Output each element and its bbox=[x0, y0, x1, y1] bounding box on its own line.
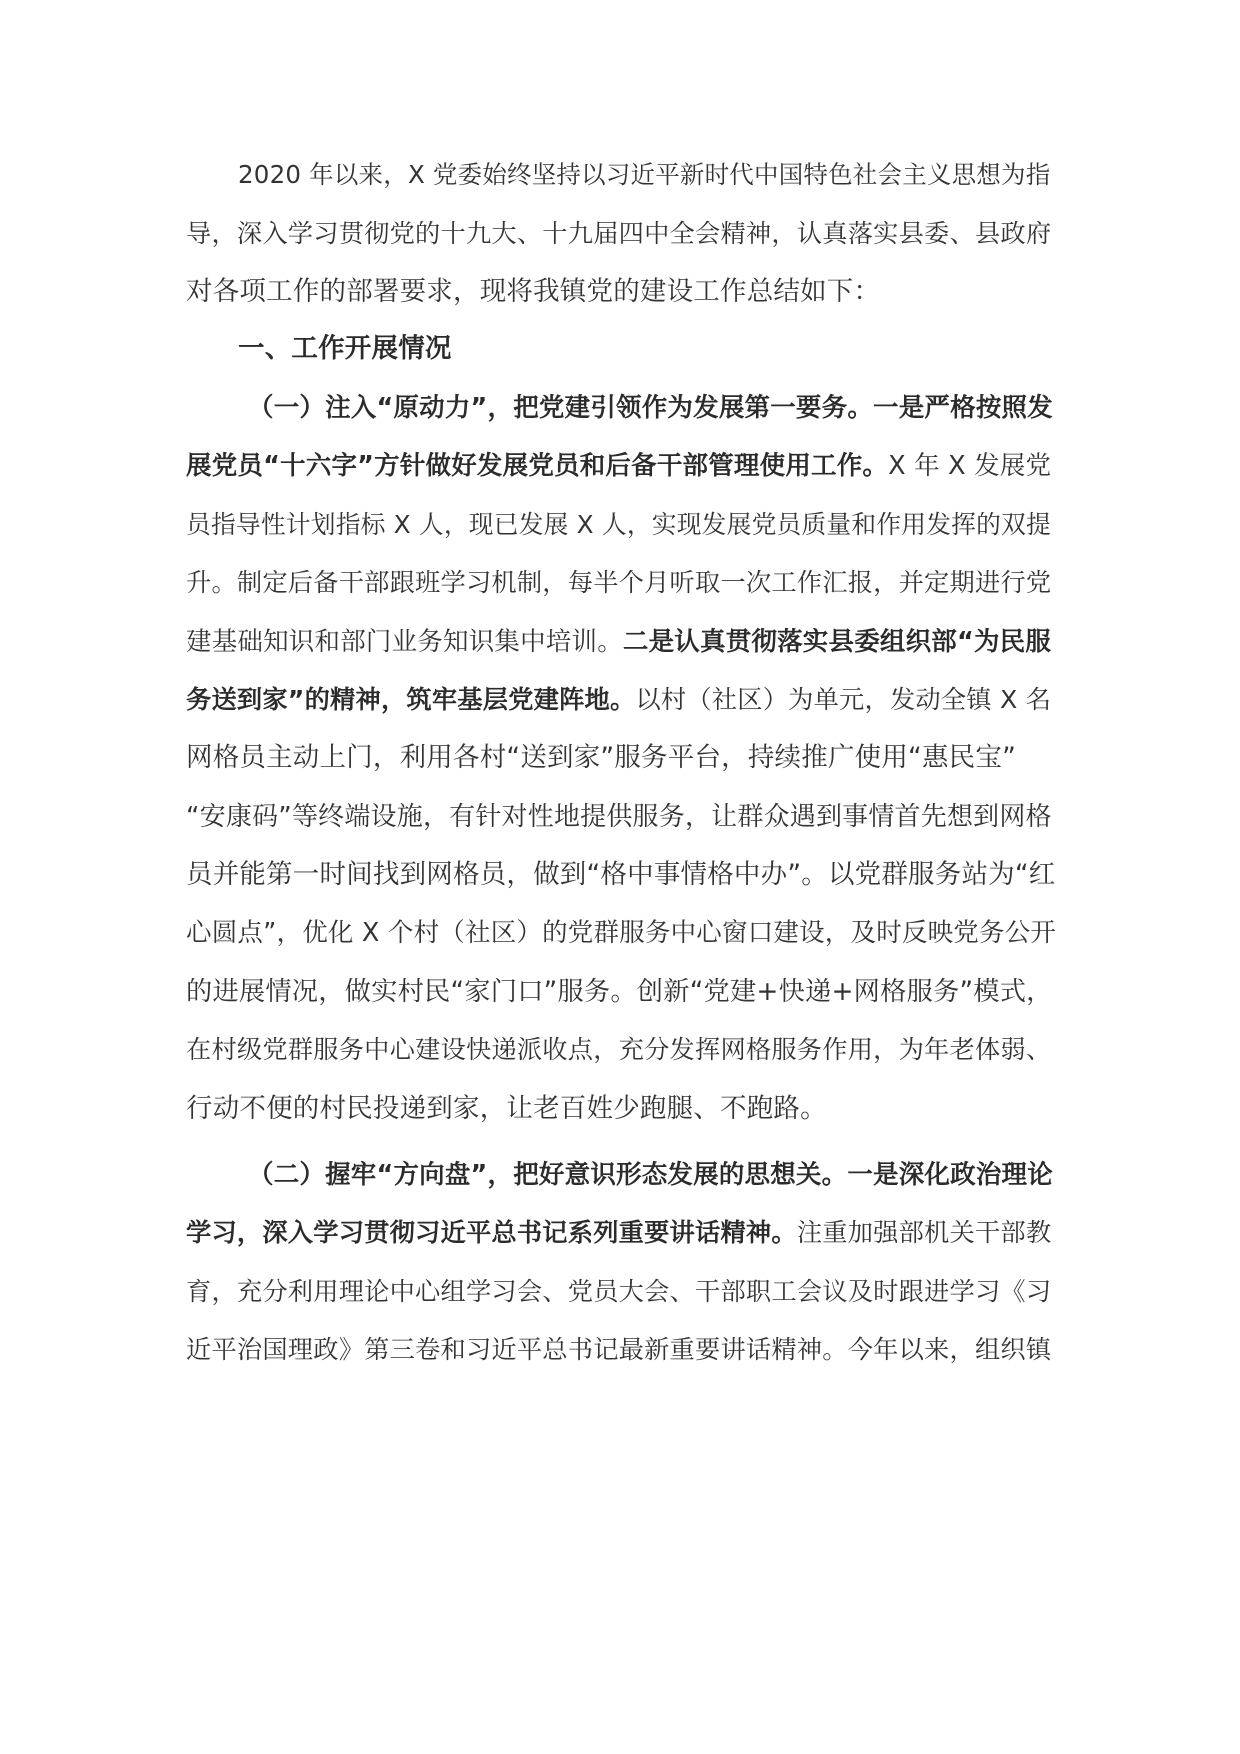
intro-line-3: 对各项工作的部署要求，现将我镇党的建设工作总结如下： bbox=[186, 276, 881, 307]
s1-line-3: 员指导性计划指标 X 人，现已发展 X 人，实现发展党员质量和作用发挥的双提 bbox=[186, 510, 1051, 539]
s1-line-5-bold: 二是认真贯彻落实县委组织部“为民服 bbox=[622, 627, 1052, 657]
s1-line-2-bold: 展党员“十六字”方针做好发展党员和后备干部管理使用工作。 bbox=[186, 451, 889, 481]
intro-line-1: 2020 年以来，X 党委始终坚持以习近平新时代中国特色社会主义思想为指 bbox=[238, 160, 1051, 189]
s1-line-9: 员并能第一时间找到网格员，做到“格中事情格中办”。以党群服务站为“红 bbox=[186, 859, 1056, 890]
s1-line-8: “安康码”等终端设施，有针对性地提供服务，让群众遇到事情首先想到网格 bbox=[186, 802, 1052, 832]
s1-line-12: 在村级党群服务中心建设快递派收点，充分发挥网格服务作用，为年老体弱、 bbox=[186, 1035, 1052, 1064]
s1-line-1: （一）注入“原动力”，把党建引领作为发展第一要务。一是严格按照发 bbox=[248, 393, 1053, 423]
s2-line-1: （二）握牢“方向盘”，把好意识形态发展的思想关。一是深化政治理论 bbox=[248, 1160, 1053, 1190]
s1-line-6-rest: 以村（社区）为单元，发动全镇 X 名 bbox=[635, 685, 1052, 714]
s1-line-6-bold: 务送到家”的精神，筑牢基层党建阵地。 bbox=[186, 685, 636, 714]
s1-line-13: 行动不便的村民投递到家，让老百姓少跑腿、不跑路。 bbox=[186, 1093, 827, 1124]
s1-line-2-rest: X 年 X 发展党 bbox=[888, 451, 1052, 481]
s1-line-6 bbox=[186, 680, 1056, 720]
s2-line-3: 育，充分利用理论中心组学习会、党员大会、干部职工会议及时跟进学习《习 bbox=[186, 1277, 1052, 1306]
s2-line-4: 近平治国理政》第三卷和习近平总书记最新重要讲话精神。今年以来，组织镇 bbox=[186, 1335, 1052, 1364]
s1-line-4: 升。制定后备干部跟班学习机制，每半个月听取一次工作汇报，并定期进行党 bbox=[186, 568, 1052, 597]
s1-line-5 bbox=[186, 622, 1056, 662]
s1-line-5-normal: 建基础知识和部门业务知识集中培训。 bbox=[186, 627, 623, 657]
intro-line-2: 导，深入学习贯彻党的十九大、十九届四中全会精神，认真落实县委、县政府 bbox=[186, 219, 1052, 248]
s1-line-2 bbox=[186, 446, 1056, 486]
s2-line-2 bbox=[186, 1213, 1056, 1253]
s2-line-2-bold: 学习，深入学习贯彻习近平总书记系列重要讲话精神。 bbox=[186, 1218, 797, 1247]
s1-line-10: 心圆点”，优化 X 个村（社区）的党群服务中心窗口建设，及时反映党务公开 bbox=[186, 918, 1057, 948]
s2-line-2-rest: 注重加强部机关干部教 bbox=[796, 1218, 1052, 1247]
s1-line-7: 网格员主动上门，利用各村“送到家”服务平台，持续推广使用“惠民宝” bbox=[186, 742, 1017, 773]
section-heading-1: 一、工作开展情况 bbox=[238, 333, 452, 364]
s1-line-11: 的进展情况，做实村民“家门口”服务。创新“党建+快递+网格服务”模式， bbox=[186, 977, 1053, 1007]
